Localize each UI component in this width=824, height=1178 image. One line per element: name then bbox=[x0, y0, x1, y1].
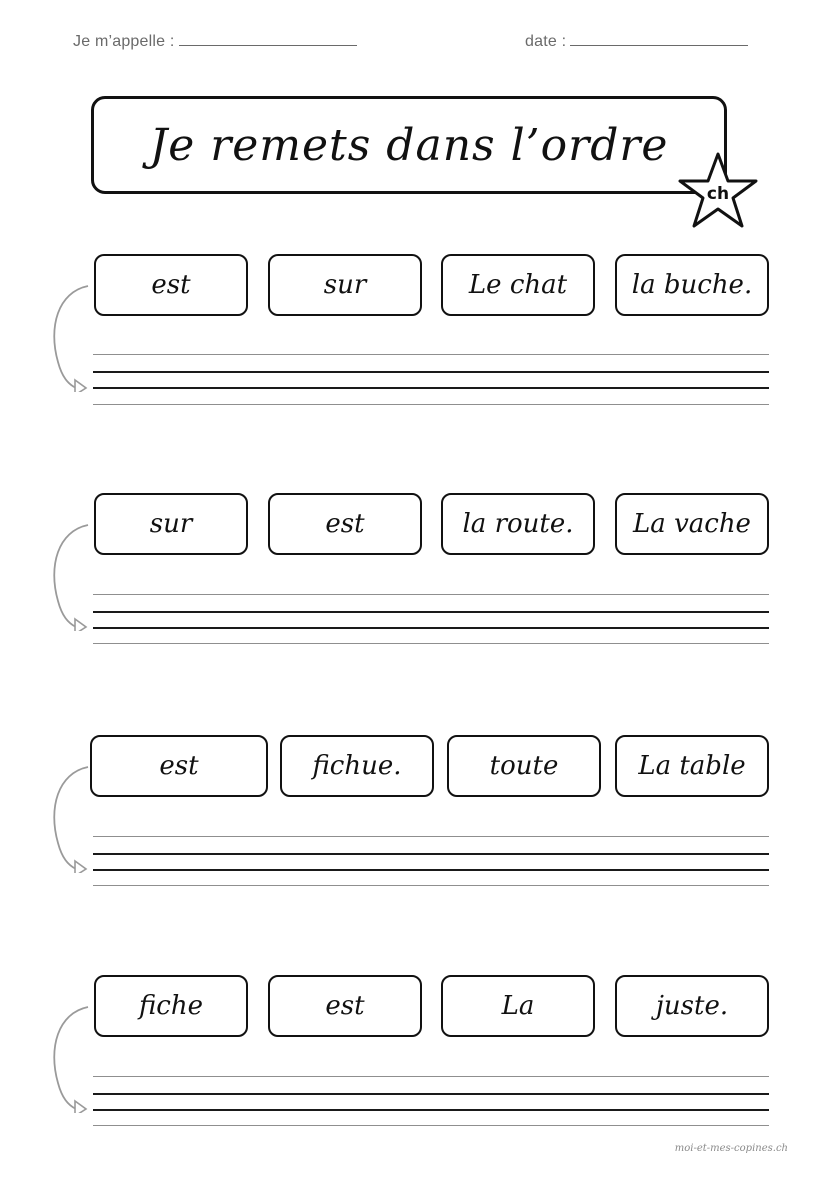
word-card-label: toute bbox=[489, 751, 559, 781]
word-card[interactable] bbox=[268, 493, 422, 555]
curved-arrow-icon bbox=[48, 763, 98, 873]
writing-line bbox=[93, 836, 769, 837]
writing-line bbox=[93, 404, 769, 405]
writing-line bbox=[93, 1125, 769, 1126]
word-card-label: La table bbox=[638, 751, 746, 781]
word-card-label: sur bbox=[149, 509, 193, 539]
word-card-label: La vache bbox=[633, 509, 751, 539]
writing-line bbox=[93, 371, 769, 373]
title-box bbox=[91, 96, 727, 194]
word-card-label: la buche. bbox=[631, 270, 753, 300]
word-card[interactable] bbox=[615, 493, 769, 555]
date-blank-line[interactable] bbox=[570, 33, 748, 46]
word-card[interactable] bbox=[268, 975, 422, 1037]
writing-line bbox=[93, 885, 769, 886]
word-card[interactable] bbox=[615, 975, 769, 1037]
word-card-label: Le chat bbox=[468, 270, 568, 300]
word-card-label: la route. bbox=[462, 509, 574, 539]
date-label: date : bbox=[525, 33, 567, 50]
exercise-1 bbox=[0, 254, 824, 424]
curved-arrow-icon bbox=[48, 521, 98, 631]
word-card[interactable] bbox=[268, 254, 422, 316]
name-field[interactable] bbox=[73, 33, 357, 51]
writing-line bbox=[93, 387, 769, 389]
page-title: Je remets dans l’ordre bbox=[149, 119, 669, 171]
curved-arrow-icon bbox=[48, 282, 98, 392]
date-field[interactable] bbox=[525, 33, 748, 51]
name-label: Je m’appelle : bbox=[73, 33, 175, 50]
word-card-label: juste. bbox=[655, 991, 729, 1021]
sound-badge: ch bbox=[706, 184, 730, 204]
writing-line bbox=[93, 869, 769, 871]
word-card[interactable] bbox=[615, 254, 769, 316]
word-card-label: est bbox=[325, 509, 365, 539]
word-card-label: fichue. bbox=[312, 751, 402, 781]
word-card[interactable] bbox=[90, 735, 268, 797]
word-card[interactable] bbox=[94, 493, 248, 555]
word-card[interactable] bbox=[280, 735, 434, 797]
word-card-label: est bbox=[159, 751, 199, 781]
writing-line bbox=[93, 1076, 769, 1077]
word-card-label: La bbox=[501, 991, 535, 1021]
word-card[interactable] bbox=[441, 493, 595, 555]
writing-line bbox=[93, 611, 769, 613]
word-card-label: sur bbox=[323, 270, 367, 300]
exercise-2 bbox=[0, 493, 824, 663]
word-card[interactable] bbox=[447, 735, 601, 797]
word-card[interactable] bbox=[94, 975, 248, 1037]
word-card-label: est bbox=[325, 991, 365, 1021]
writing-line bbox=[93, 627, 769, 629]
writing-line bbox=[93, 1109, 769, 1111]
writing-line bbox=[93, 643, 769, 644]
curved-arrow-icon bbox=[48, 1003, 98, 1113]
writing-line bbox=[93, 354, 769, 355]
exercise-3 bbox=[0, 735, 824, 905]
word-card-label: fiche bbox=[138, 991, 204, 1021]
word-card[interactable] bbox=[441, 975, 595, 1037]
exercise-4 bbox=[0, 975, 824, 1145]
writing-line bbox=[93, 1093, 769, 1095]
writing-line bbox=[93, 594, 769, 595]
footer-credit: moi-et-mes-copines.ch bbox=[674, 1143, 788, 1154]
word-card[interactable] bbox=[94, 254, 248, 316]
word-card[interactable] bbox=[441, 254, 595, 316]
word-card[interactable] bbox=[615, 735, 769, 797]
writing-line bbox=[93, 853, 769, 855]
word-card-label: est bbox=[151, 270, 191, 300]
name-blank-line[interactable] bbox=[179, 33, 357, 46]
